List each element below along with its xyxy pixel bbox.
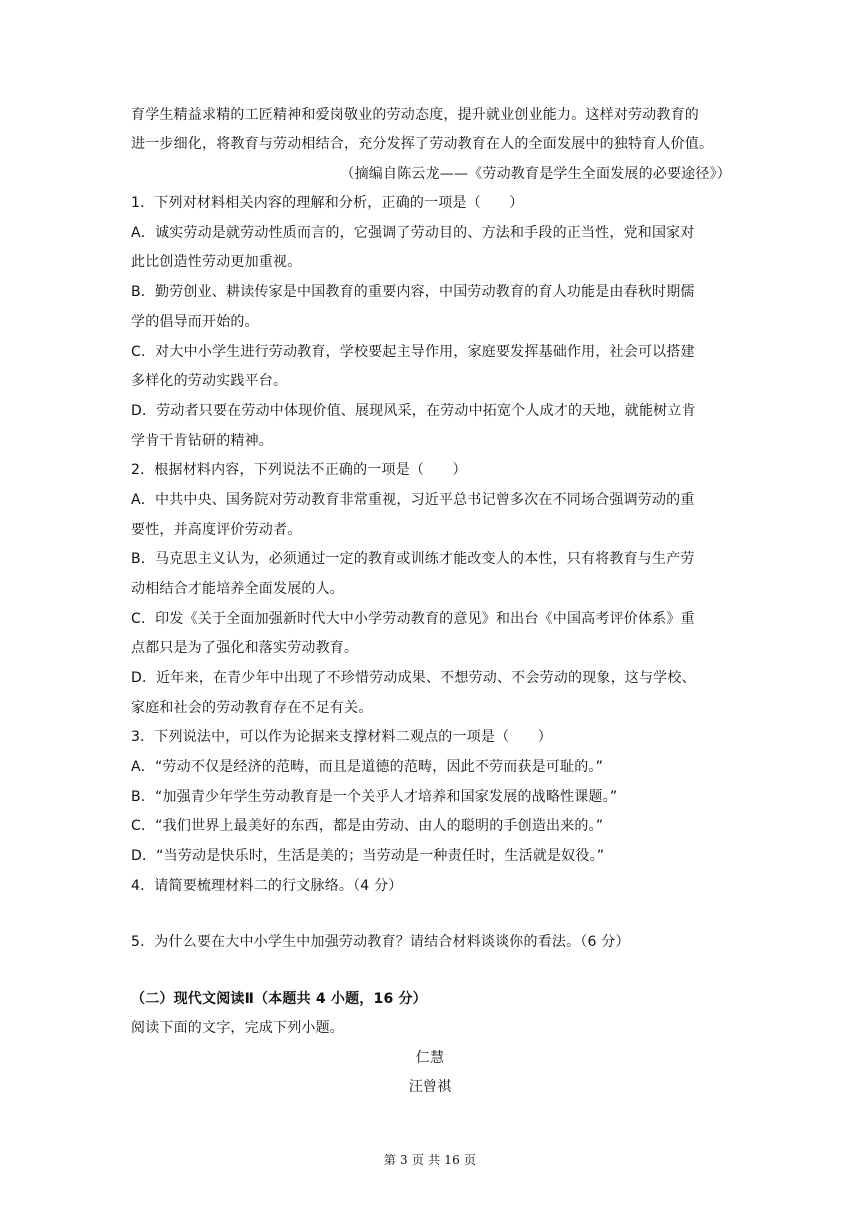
section2-heading: （二）现代文阅读Ⅱ（本题共 4 小题，16 分） <box>131 991 427 1007</box>
passage-line-1: 育学生精益求精的工匠精神和爱岗敬业的劳动态度，提升就业创业能力。这样对劳动教育的 <box>131 107 699 123</box>
q2-option-a-line1: A．中共中央、国务院对劳动教育非常重视，习近平总书记曾多次在不同场合强调劳动的重 <box>131 492 695 508</box>
passage-line-2: 进一步细化，将教育与劳动相结合，充分发挥了劳动教育在人的全面发展中的独特育人价值。 <box>131 136 714 152</box>
q1-stem: 1．下列对材料相关内容的理解和分析，正确的一项是（ ） <box>131 195 524 211</box>
q2-option-c-line1: C．印发《关于全面加强新时代大中小学劳动教育的意见》和出台《中国高考评价体系》重 <box>131 611 695 627</box>
q3-option-d: D．“当劳动是快乐时，生活是美的；当劳动是一种责任时，生活就是奴役。” <box>131 848 605 864</box>
q2-option-c-line2: 点都只是为了强化和落实劳动教育。 <box>131 640 359 656</box>
q2-option-b-line2: 动相结合才能培养全面发展的人。 <box>131 581 344 597</box>
passage-source: （摘编自陈云龙——《劳动教育是学生全面发展的必要途径》） <box>340 166 731 182</box>
q2-option-b-line1: B．马克思主义认为，必须通过一定的教育或训练才能改变人的本性，只有将教育与生产劳 <box>131 551 695 567</box>
q2-option-a-line2: 要性，并高度评价劳动者。 <box>131 522 302 538</box>
q1-option-b-line1: B．勤劳创业、耕读传家是中国教育的重要内容，中国劳动教育的育人功能是由春秋时期儒 <box>131 284 695 300</box>
q2-stem: 2．根据材料内容，下列说法不正确的一项是（ ） <box>131 462 467 478</box>
page-footer: 第 3 页 共 16 页 <box>383 1153 477 1167</box>
section2-instruction: 阅读下面的文字，完成下列小题。 <box>131 1020 344 1036</box>
q1-option-d-line1: D．劳动者只要在劳动中体现价值、展现风采，在劳动中拓宽个人成才的天地，就能树立肯 <box>131 403 696 419</box>
q2-option-d-line1: D．近年来，在青少年中出现了不珍惜劳动成果、不想劳动、不会劳动的现象，这与学校、 <box>131 670 696 686</box>
q1-option-c-line1: C．对大中小学生进行劳动教育，学校要起主导作用，家庭要发挥基础作用，社会可以搭建 <box>131 344 695 360</box>
q2-option-d-line2: 家庭和社会的劳动教育存在不足有关。 <box>131 700 373 716</box>
story-title: 仁慧 <box>415 1050 445 1066</box>
q1-option-d-line2: 学肯干肯钻研的精神。 <box>131 433 273 449</box>
q3-option-a: A．“劳动不仅是经济的范畴，而且是道德的范畴，因此不劳而获是可耻的。” <box>131 759 604 775</box>
q3-option-c: C．“我们世界上最美好的东西，都是由劳动、由人的聪明的手创造出来的。” <box>131 818 604 834</box>
story-author: 汪曾祺 <box>408 1079 452 1095</box>
q1-option-a-line2: 此比创造性劳动更加重视。 <box>131 254 302 270</box>
q1-option-c-line2: 多样化的劳动实践平台。 <box>131 373 288 389</box>
q1-option-a-line1: A．诚实劳动是就劳动性质而言的，它强调了劳动目的、方法和手段的正当性，党和国家对 <box>131 225 695 241</box>
q3-stem: 3．下列说法中，可以作为论据来支撑材料二观点的一项是（ ） <box>131 729 552 745</box>
q3-option-b: B．“加强青少年学生劳动教育是一个关乎人才培养和国家发展的战略性课题。” <box>131 789 618 805</box>
q1-option-b-line2: 学的倡导而开始的。 <box>131 314 259 330</box>
q5-stem: 5．为什么要在大中小学生中加强劳动教育？请结合材料谈谈你的看法。（6 分） <box>131 934 630 950</box>
q4-stem: 4．请简要梳理材料二的行文脉络。（4 分） <box>131 878 403 894</box>
